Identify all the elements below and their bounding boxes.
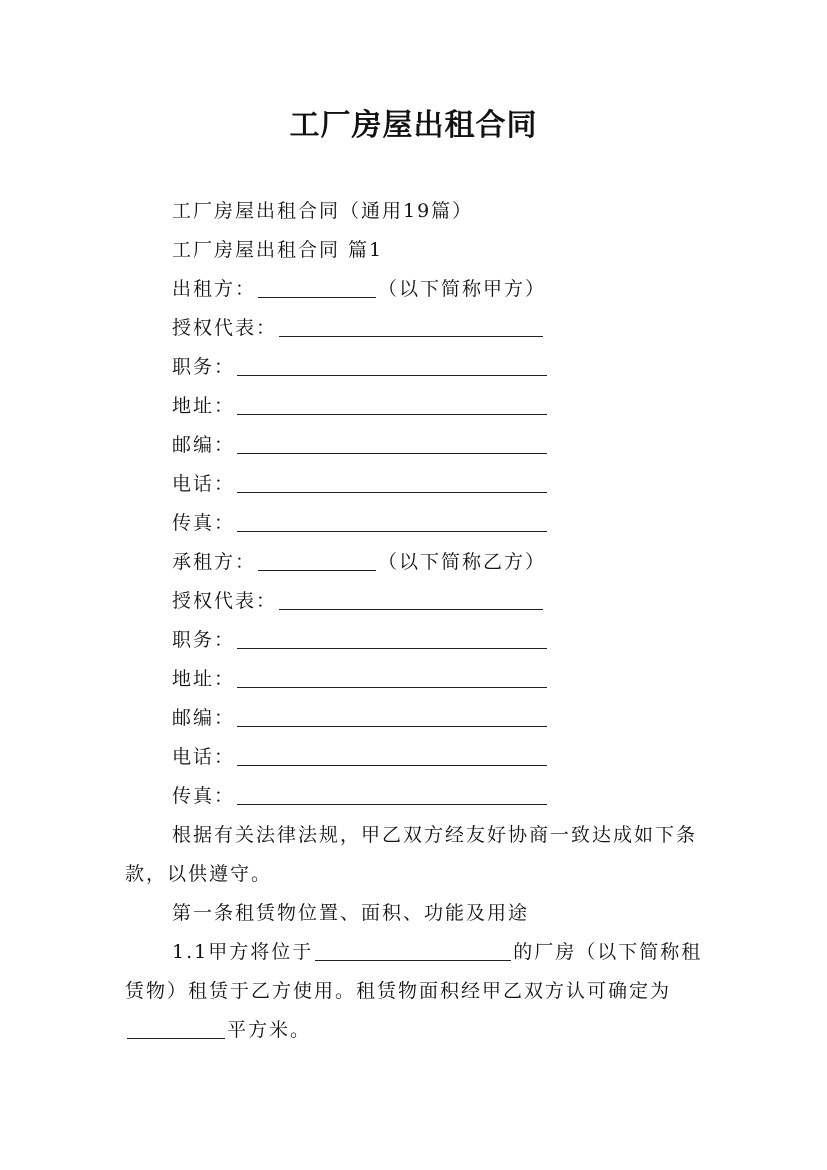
lessor-rep-blank[interactable] [279, 316, 543, 337]
lessee-label: 承租方： [172, 551, 257, 573]
contract-subtitle: 工厂房屋出租合同（通用19篇） [172, 200, 474, 222]
lessee-postcode-blank[interactable] [237, 706, 547, 727]
lessee-postcode-line [172, 706, 549, 730]
lessee-line [172, 550, 546, 574]
lessee-rep-blank[interactable] [279, 589, 543, 610]
lessor-fax-line [172, 511, 549, 535]
field-label: 传真： [172, 512, 236, 534]
lessor-blank[interactable] [258, 277, 376, 298]
document-title: 工厂房屋出租合同 [289, 108, 538, 143]
lessor-postcode-line [172, 433, 549, 457]
lessor-line [172, 277, 546, 301]
clause-1-1-paragraph [125, 933, 710, 1050]
clause-1-1-text-c: 平方米。 [227, 1019, 312, 1041]
lessor-fax-blank[interactable] [237, 511, 547, 532]
lessee-title-line [172, 628, 549, 652]
article-1-heading: 第一条租赁物位置、面积、功能及用途 [172, 902, 530, 924]
lessor-suffix: （以下简称甲方） [378, 278, 547, 300]
lessor-phone-line [172, 472, 549, 496]
field-label: 地址： [172, 395, 236, 417]
field-label: 地址： [172, 668, 236, 690]
lessor-phone-blank[interactable] [237, 472, 547, 493]
lessee-fax-blank[interactable] [237, 784, 547, 805]
section-heading: 工厂房屋出租合同 篇1 [172, 239, 384, 261]
field-label: 电话： [172, 473, 236, 495]
lessee-fax-line [172, 784, 549, 808]
field-label: 职务： [172, 356, 236, 378]
field-label: 授权代表： [172, 590, 278, 612]
lessor-rep-line [172, 316, 545, 340]
lessor-title-line [172, 355, 549, 379]
field-label: 职务： [172, 629, 236, 651]
lessee-blank[interactable] [258, 550, 376, 571]
lessor-title-blank[interactable] [237, 355, 547, 376]
field-label: 授权代表： [172, 317, 278, 339]
lessee-rep-line [172, 589, 545, 613]
lessor-address-line [172, 394, 549, 418]
intro-paragraph: 根据有关法律法规，甲乙双方经友好协商一致达成如下条款，以供遵守。 [125, 824, 698, 885]
lessee-title-blank[interactable] [237, 628, 547, 649]
field-label: 电话： [172, 746, 236, 768]
area-blank[interactable] [127, 1018, 225, 1039]
lessee-address-blank[interactable] [237, 667, 547, 688]
lessee-address-line [172, 667, 549, 691]
field-label: 传真： [172, 785, 236, 807]
clause-1-1-text-a: 1.1甲方将位于 [172, 941, 314, 963]
lessee-suffix: （以下简称乙方） [378, 551, 547, 573]
lessor-postcode-blank[interactable] [237, 433, 547, 454]
lessor-address-blank[interactable] [237, 394, 547, 415]
clause-1-1-text-b: 的厂房（以下简称租赁物）租赁于乙方使用。租赁物面积经甲乙双方认可确定为 [125, 941, 703, 1002]
lessor-label: 出租方： [172, 278, 257, 300]
factory-location-blank[interactable] [315, 940, 511, 961]
lessee-phone-blank[interactable] [237, 745, 547, 766]
field-label: 邮编： [172, 434, 236, 456]
lessee-phone-line [172, 745, 549, 769]
field-label: 邮编： [172, 707, 236, 729]
